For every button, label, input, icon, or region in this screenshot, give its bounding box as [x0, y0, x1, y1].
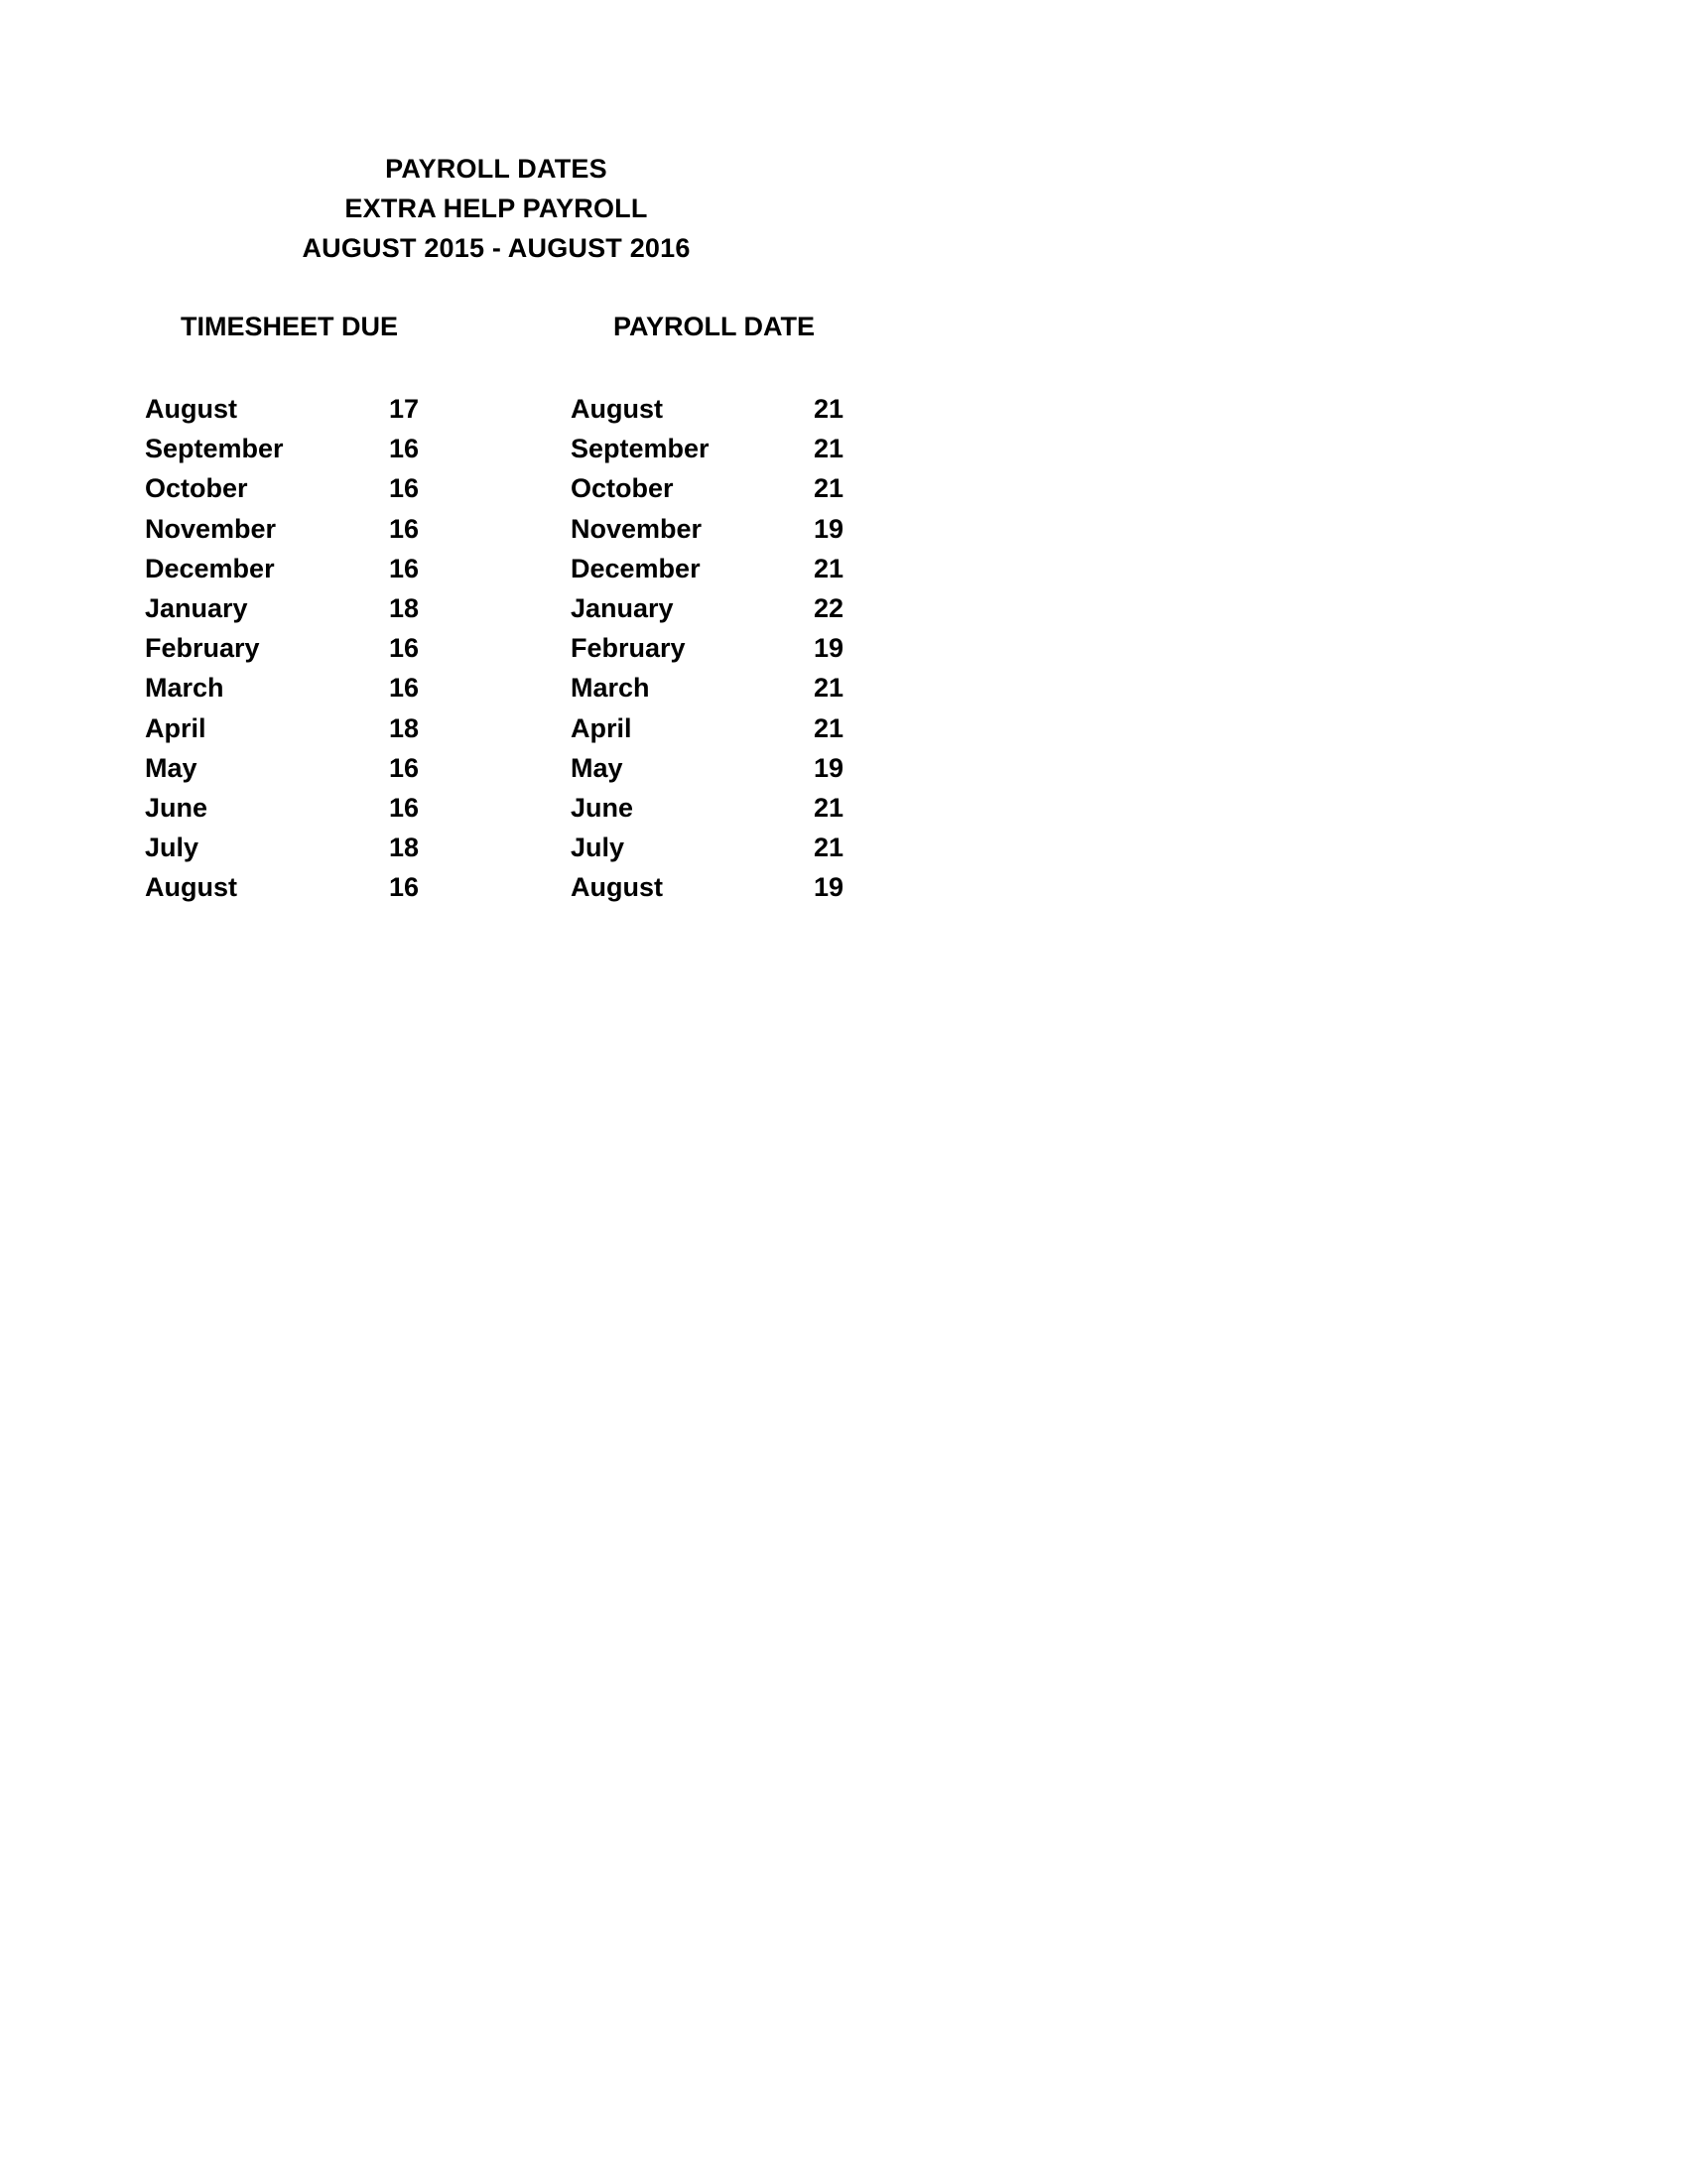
timesheet-day: 16 — [388, 752, 419, 783]
timesheet-month: August — [145, 394, 237, 424]
timesheet-month: March — [145, 673, 224, 704]
timesheet-month: June — [145, 792, 208, 823]
payroll-month: January — [571, 592, 674, 623]
timesheet-day: 16 — [388, 792, 419, 823]
payroll-month: August — [571, 394, 663, 424]
timesheet-month: February — [145, 633, 260, 664]
payroll-day: 19 — [813, 513, 844, 544]
timesheet-month: April — [145, 712, 206, 743]
table-row — [0, 668, 992, 707]
table-row — [0, 708, 992, 748]
payroll-table — [0, 389, 992, 907]
table-row — [0, 468, 992, 508]
payroll-date-header: PAYROLL DATE — [613, 312, 816, 341]
payroll-day: 19 — [813, 752, 844, 783]
table-row — [0, 867, 992, 907]
title-line-2: EXTRA HELP PAYROLL — [344, 193, 648, 223]
payroll-month: April — [571, 712, 632, 743]
timesheet-month: September — [145, 434, 284, 464]
payroll-month: March — [571, 673, 650, 704]
payroll-month: December — [571, 553, 701, 583]
timesheet-month: July — [145, 833, 199, 863]
title-line-3: AUGUST 2015 - AUGUST 2016 — [302, 233, 691, 263]
table-row — [0, 588, 992, 628]
payroll-month: June — [571, 792, 634, 823]
payroll-month: October — [571, 473, 674, 504]
payroll-month: February — [571, 633, 686, 664]
timesheet-due-header: TIMESHEET DUE — [181, 312, 399, 341]
payroll-day: 21 — [813, 833, 844, 863]
timesheet-month: December — [145, 553, 275, 583]
timesheet-month: January — [145, 592, 248, 623]
payroll-month: August — [571, 872, 663, 903]
payroll-day: 21 — [813, 553, 844, 583]
timesheet-day: 16 — [388, 553, 419, 583]
timesheet-month: October — [145, 473, 248, 504]
timesheet-day: 16 — [388, 434, 419, 464]
timesheet-day: 16 — [388, 673, 419, 704]
table-row — [0, 509, 992, 549]
timesheet-month: May — [145, 752, 197, 783]
timesheet-day: 16 — [388, 473, 419, 504]
payroll-day: 21 — [813, 434, 844, 464]
payroll-day: 21 — [813, 473, 844, 504]
timesheet-day: 18 — [388, 833, 419, 863]
timesheet-day: 16 — [388, 513, 419, 544]
table-row — [0, 748, 992, 788]
payroll-month: July — [571, 833, 625, 863]
timesheet-day: 18 — [388, 712, 419, 743]
timesheet-day: 17 — [388, 394, 419, 424]
document-title — [0, 149, 992, 268]
payroll-day: 22 — [813, 592, 844, 623]
timesheet-day: 16 — [388, 633, 419, 664]
payroll-day: 21 — [813, 394, 844, 424]
table-row — [0, 549, 992, 588]
table-row — [0, 628, 992, 668]
timesheet-day: 16 — [388, 872, 419, 903]
payroll-day: 21 — [813, 712, 844, 743]
timesheet-day: 18 — [388, 592, 419, 623]
payroll-month: May — [571, 752, 623, 783]
payroll-day: 21 — [813, 673, 844, 704]
timesheet-month: November — [145, 513, 277, 544]
timesheet-month: August — [145, 872, 237, 903]
payroll-day: 21 — [813, 792, 844, 823]
payroll-month: September — [571, 434, 710, 464]
table-row — [0, 429, 992, 468]
payroll-day: 19 — [813, 633, 844, 664]
table-row — [0, 389, 992, 429]
title-line-1: PAYROLL DATES — [385, 154, 607, 184]
table-row — [0, 828, 992, 867]
payroll-month: November — [571, 513, 703, 544]
table-row — [0, 788, 992, 828]
payroll-day: 19 — [813, 872, 844, 903]
